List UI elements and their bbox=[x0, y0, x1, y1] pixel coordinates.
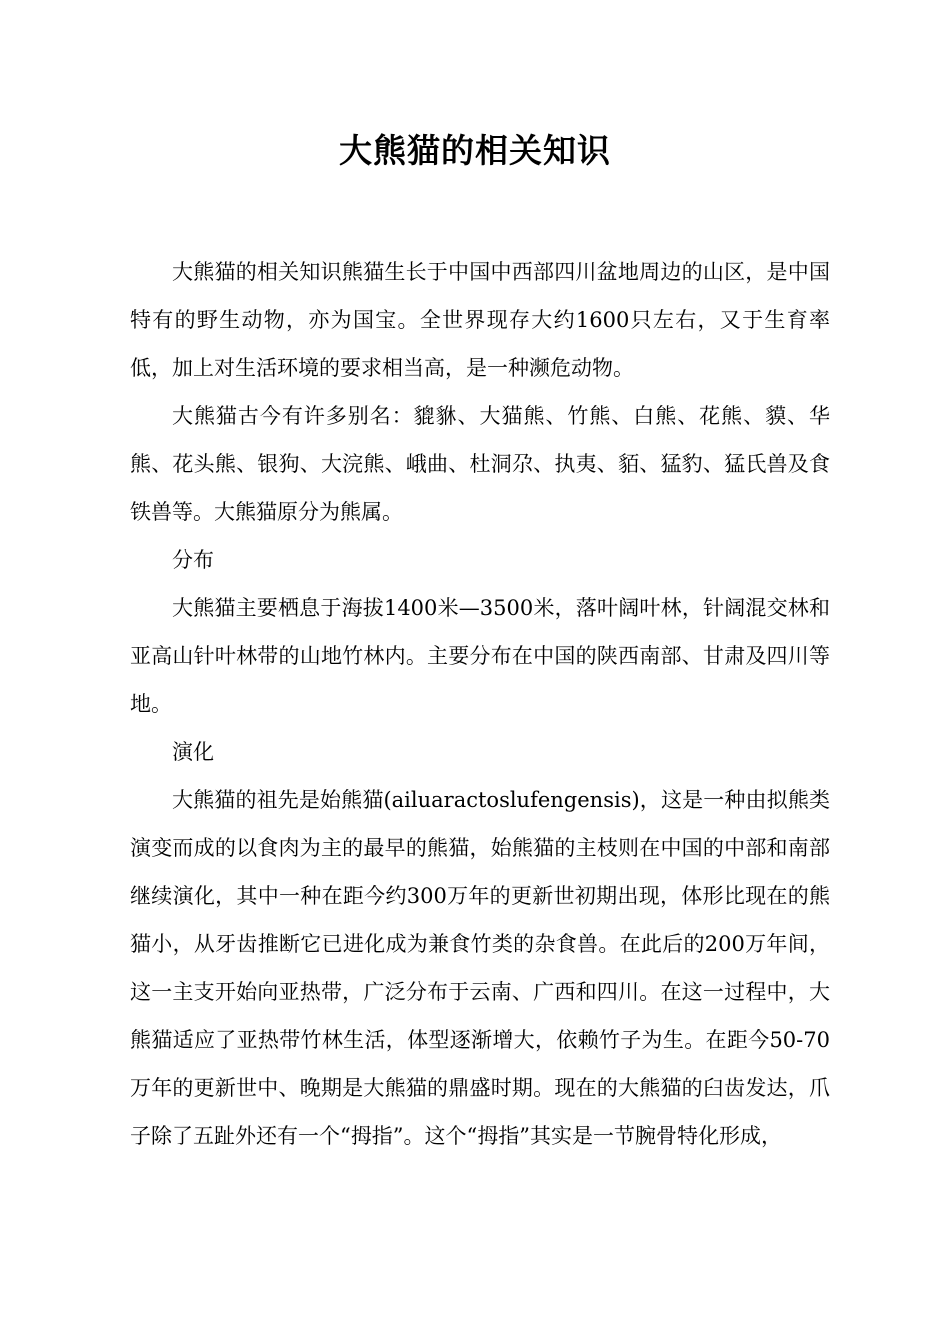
page-title: 大熊猫的相关知识 bbox=[339, 131, 611, 170]
paragraph-evolution: 大熊猫的祖先是始熊猫(ailuaractoslufengensis)，这是一种由拟熊类演变而成的以食肉为主的最早的熊猫，始熊猫的主枝则在中国的中部和南部继续演化，其中一种在距今约300万年的更新世初期出现，体形比现在的熊猫小，从牙齿推断它已进化成为兼食竹类的杂食兽。在此后的200万年间，这一主支开始向亚热带，广泛分布于云南、广西和四川。在这一过程中，大熊猫适应了亚热带竹林生活，体型逐渐增大，依赖竹子为生。在距今50-70万年的更新世中、晚期是大熊猫的鼎盛时期。现在的大熊猫的臼齿发达，爪子除了五趾外还有一个“拇指”。这个“拇指”其实是一节腕骨特化形成， bbox=[130, 788, 830, 1148]
paragraph-distribution: 大熊猫主要栖息于海拔1400米—3500米，落叶阔叶林，针阔混交林和亚高山针叶林带的山地竹林内。主要分布在中国的陕西南部、甘肃及四川等地。 bbox=[130, 596, 830, 716]
section-heading-distribution: 分布 bbox=[172, 548, 214, 572]
paragraph-intro: 大熊猫的相关知识熊猫生长于中国中西部四川盆地周边的山区，是中国特有的野生动物，亦为国宝。全世界现存大约1600只左右，又于生育率低，加上对生活环境的要求相当高，是一种濒危动物。 bbox=[130, 260, 830, 380]
section-heading-evolution: 演化 bbox=[172, 740, 214, 764]
paragraph-aliases: 大熊猫古今有许多别名：貔貅、大猫熊、竹熊、白熊、花熊、貘、华熊、花头熊、银狗、大浣熊、峨曲、杜洞尕、执夷、貊、猛豹、猛氏兽及食铁兽等。大熊猫原分为熊属。 bbox=[130, 404, 830, 524]
document-body bbox=[130, 248, 830, 1160]
